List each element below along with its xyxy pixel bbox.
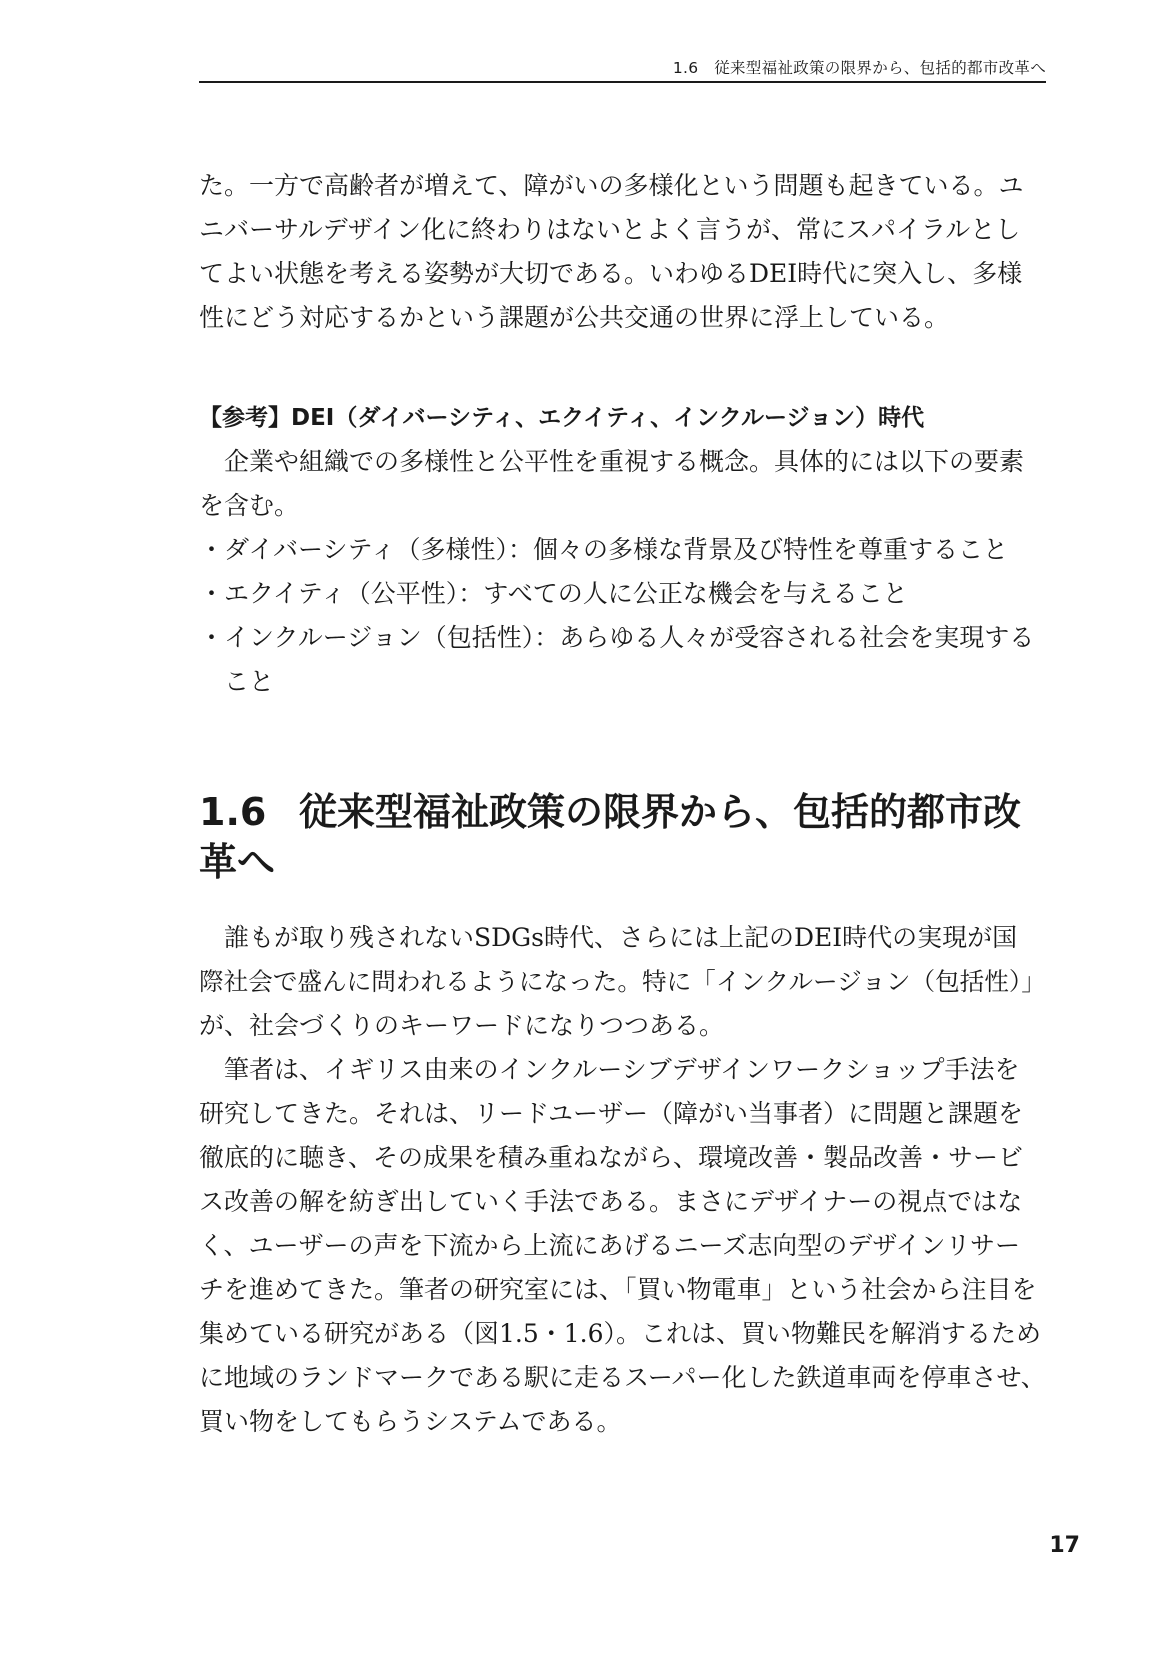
body-line: 買い物をしてもらうシステムである。 (199, 1407, 622, 1436)
body-line: が、社会づくりのキーワードになりつつある。 (199, 1011, 725, 1040)
reference-title: 【参考】DEI（ダイバーシティ、エクイティ、インクルージョン）時代 (199, 405, 925, 431)
section-title: 従来型福祉政策の限界から、包括的都市改 (299, 790, 1022, 834)
running-header: 1.6 従来型福祉政策の限界から、包括的都市改革へ (672, 59, 1046, 77)
section-heading (199, 787, 1059, 887)
reference-bullet: ・エクイティ（公平性）：すべての人に公正な機会を与えること (199, 579, 908, 608)
reference-line: こと (199, 667, 275, 696)
page-number: 17 (1049, 1533, 1080, 1558)
intro-line: ニバーサルデザイン化に終わりはないとよく言うが、常にスパイラルとし (199, 215, 1021, 244)
section-title-continued: 革へ (199, 840, 276, 884)
body-line: 際社会で盛んに問われるようになった。特に「インクルージョン（包括性）」 (199, 967, 1046, 996)
intro-line: てよい状態を考える姿勢が大切である。いわゆるDEI時代に突入し、多様 (199, 259, 1023, 288)
reference-line: を含む。 (199, 491, 300, 520)
intro-line: 性にどう対応するかという課題が公共交通の世界に浮上している。 (199, 303, 950, 332)
header-rule (199, 81, 1046, 83)
reference-bullet: ・ダイバーシティ（多様性）：個々の多様な背景及び特性を尊重すること (199, 535, 1009, 564)
body-line: チを進めてきた。筆者の研究室には、「買い物電車」という社会から注目を (199, 1275, 1037, 1304)
body-line: 誰もが取り残されないSDGs時代、さらには上記のDEI時代の実現が国 (199, 923, 1018, 952)
reference-line: 企業や組織での多様性と公平性を重視する概念。具体的には以下の要素 (199, 447, 1025, 476)
body-line: 研究してきた。それは、リードユーザー（障がい当事者）に問題と課題を (199, 1099, 1024, 1128)
body-line: 筆者は、イギリス由来のインクルーシブデザインワークショップ手法を (199, 1055, 1020, 1084)
body-line: に地域のランドマークである駅に走るスーパー化した鉄道車両を停車させ、 (199, 1363, 1046, 1392)
body-line: く、ユーザーの声を下流から上流にあげるニーズ志向型のデザインリサー (199, 1231, 1021, 1260)
body-line: ス改善の解を紡ぎ出していく手法である。まさにデザイナーの視点ではな (199, 1187, 1023, 1216)
body-line: 集めている研究がある（図1.5・1.6）。これは、買い物難民を解消するため (199, 1319, 1042, 1348)
reference-bullet: ・インクルージョン（包括性）：あらゆる人々が受容される社会を実現する (199, 623, 1035, 652)
section-number: 1.6 (199, 790, 267, 834)
intro-line: た。一方で高齢者が増えて、障がいの多様化という問題も起きている。ユ (199, 171, 1024, 200)
body-line: 徹底的に聴き、その成果を積み重ねながら、環境改善・製品改善・サービ (199, 1143, 1024, 1172)
